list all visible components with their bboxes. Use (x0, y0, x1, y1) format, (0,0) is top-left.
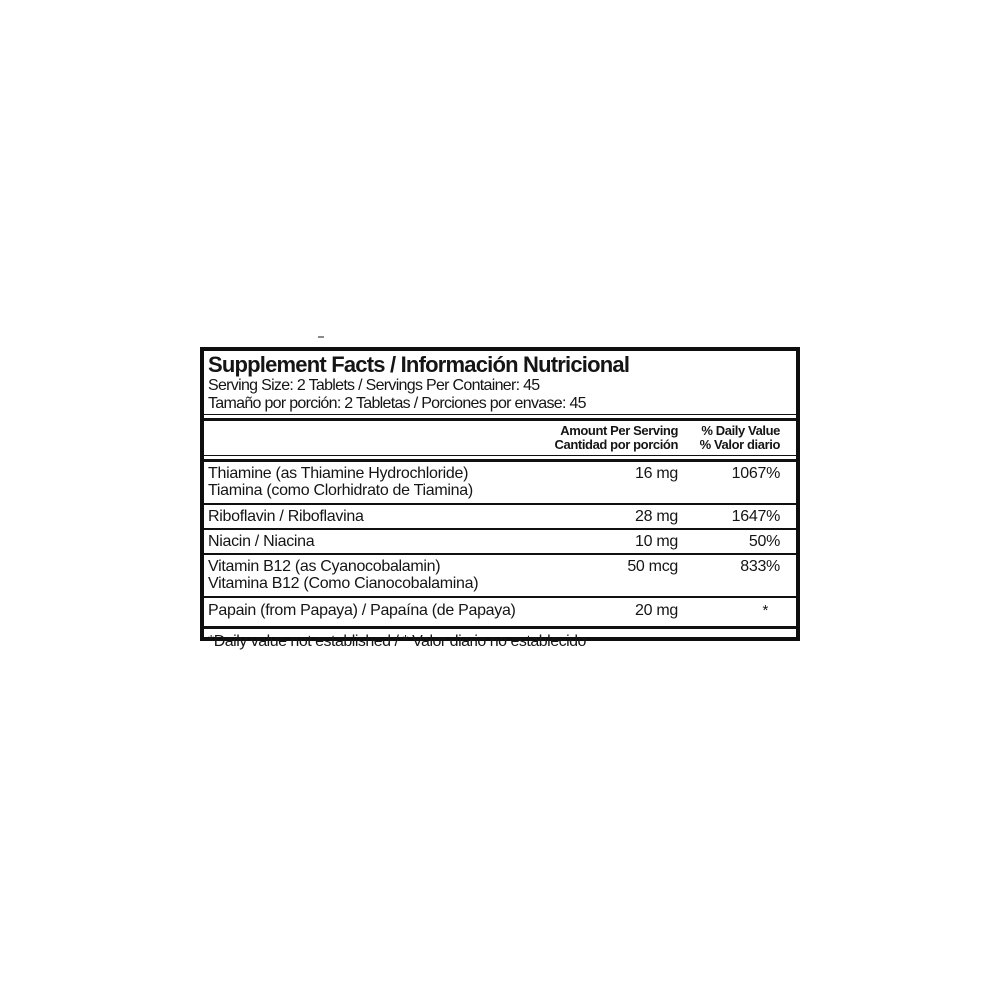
nutrient-name-es: Tiamina (como Clorhidrato de Tiamina) (208, 482, 473, 499)
nutrient-amount: 16 mg (635, 465, 678, 482)
nutrient-name-en: Thiamine (as Thiamine Hydrochloride) (208, 465, 469, 482)
nutrient-name: Niacin / Niacina (208, 533, 315, 550)
column-header-spacer (208, 424, 528, 452)
column-header-amount-en: Amount Per Serving (560, 423, 678, 438)
stray-print-mark (318, 336, 324, 338)
nutrient-daily-value: 1647% (731, 508, 780, 525)
column-headers (204, 421, 796, 454)
serving-size-line-en: Serving Size: 2 Tablets / Servings Per Container: 45 (208, 377, 540, 394)
column-header-dv-en: % Daily Value (701, 423, 780, 438)
nutrient-name: Papain (from Papaya) / Papaína (de Papaya) (208, 602, 516, 619)
nutrient-amount: 10 mg (635, 533, 678, 550)
nutrient-row-papain (204, 598, 796, 626)
double-rule-header (204, 455, 796, 462)
nutrient-daily-value-asterisk: * (762, 602, 768, 619)
nutrient-amount: 28 mg (635, 508, 678, 525)
nutrient-row-niacin (204, 530, 796, 553)
nutrient-row-thiamine (204, 462, 796, 503)
column-header-amount-es: Cantidad por porción (554, 437, 678, 452)
column-header-dv (678, 424, 780, 452)
nutrient-row-riboflavin (204, 505, 796, 528)
column-header-amount (528, 424, 678, 452)
column-header-dv-es: % Valor diario (699, 437, 780, 452)
nutrient-row-vitamin-b12 (204, 555, 796, 596)
serving-size-line-es: Tamaño por porción: 2 Tabletas / Porciones por envase: 45 (208, 395, 586, 412)
nutrient-daily-value: 50% (748, 533, 780, 550)
nutrient-amount: 20 mg (635, 602, 678, 619)
nutrient-amount: 50 mcg (627, 558, 678, 575)
panel-title: Supplement Facts / Información Nutricional (208, 352, 630, 377)
nutrient-daily-value: 1067% (731, 465, 780, 482)
nutrient-name-es: Vitamina B12 (Como Cianocobalamina) (208, 575, 479, 592)
double-rule-top (204, 414, 796, 421)
daily-value-footnote: *Daily value not established / * Valor diario no establecido (208, 633, 586, 650)
nutrient-name: Riboflavin / Riboflavina (208, 508, 364, 525)
nutrient-name-en: Vitamin B12 (as Cyanocobalamin) (208, 558, 441, 575)
supplement-facts-panel (200, 347, 800, 650)
nutrient-daily-value: 833% (740, 558, 780, 575)
